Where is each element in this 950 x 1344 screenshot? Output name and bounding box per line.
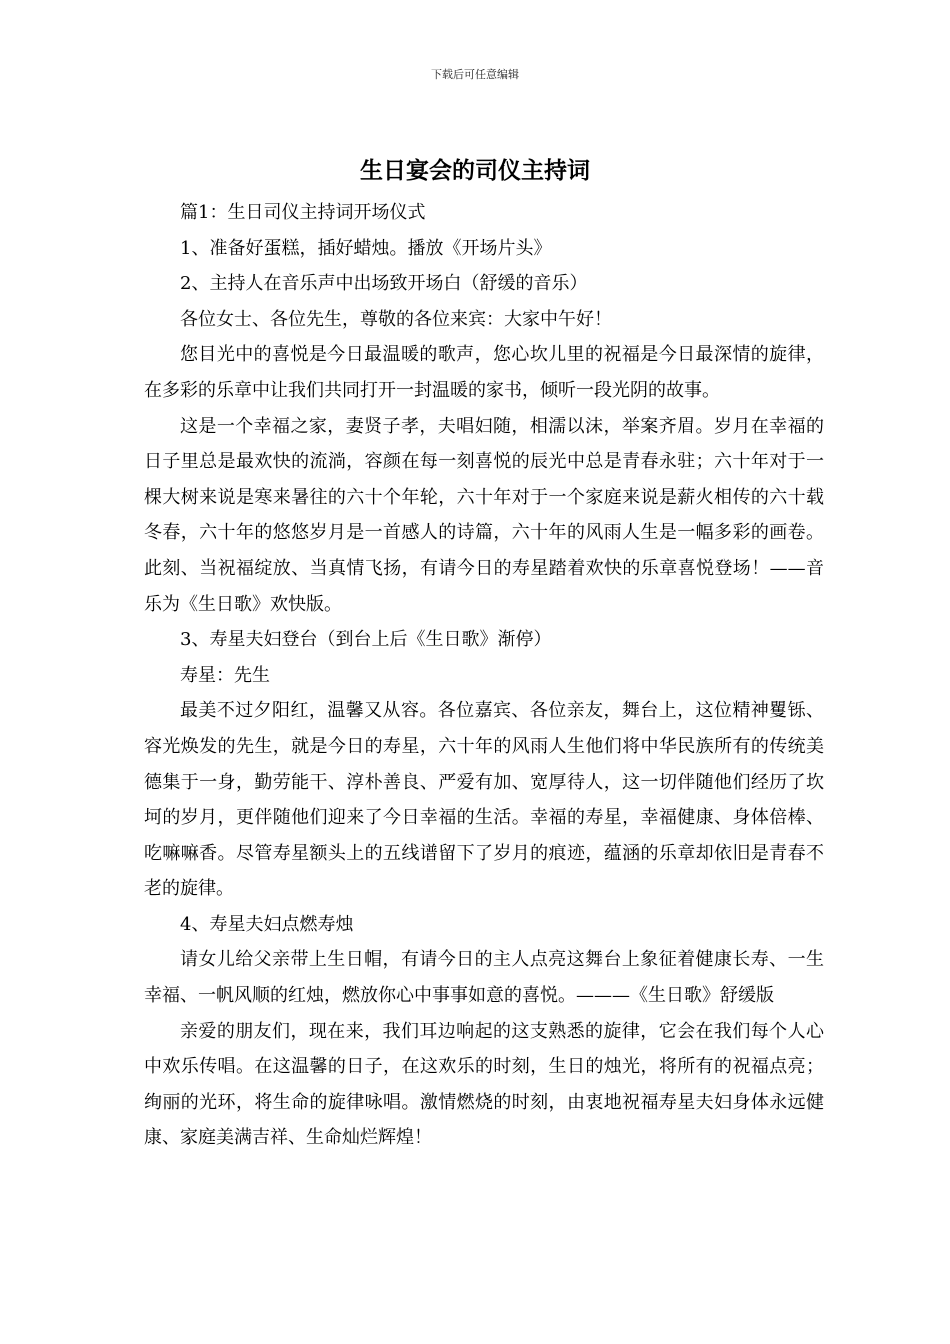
paragraph-family: 这是一个幸福之家，妻贤子孝，夫唱妇随，相濡以沫，举案齐眉。岁月在幸福的日子里总是最欢快的流淌，容颜在每一刻喜悦的辰光中总是青春永驻；六十年对于一棵大树来说是寒来暑往的六十个年轮，六十年对于一个家庭来说是薪火相传的六十载冬春，六十年的悠悠岁月是一首感人的诗篇，六十年的风雨人生是一幅多彩的画卷。此刻、当祝福绽放、当真情飞扬，有请今日的寿星踏着欢快的乐章喜悦登场！——音乐为《生日歌》欢快版。 [144, 415, 824, 615]
paragraph-tribute: 最美不过夕阳红，温馨又从容。各位嘉宾、各位亲友，舞台上，这位精神矍铄、容光焕发的先生，就是今日的寿星，六十年的风雨人生他们将中华民族所有的传统美德集于一身，勤劳能干、淳朴善良、严爱有加、宽厚待人，这一切伴随他们经历了坎坷的岁月，更伴随他们迎来了今日幸福的生活。幸福的寿星，幸福健康、身体倍棒、吃嘛嘛香。尽管寿星额头上的五线谱留下了岁月的痕迹，蕴涵的乐章却依旧是青春不老的旋律。 [144, 700, 824, 900]
paragraph-opening: 您目光中的喜悦是今日最温暖的歌声，您心坎儿里的祝福是今日最深情的旋律，在多彩的乐章中让我们共同打开一封温暖的家书，倾听一段光阴的故事。 [144, 344, 824, 401]
document-title: 生日宴会的司仪主持词 [360, 157, 590, 184]
document-body [144, 195, 824, 1156]
paragraph-closing: 亲爱的朋友们，现在来，我们耳边响起的这支熟悉的旋律，它会在我们每个人心中欢乐传唱。在这温馨的日子，在这欢乐的时刻，生日的烛光，将所有的祝福点亮；绚丽的光环，将生命的旋律咏唱。激情燃烧的时刻，由衷地祝福寿星夫妇身体永远健康、家庭美满吉祥、生命灿烂辉煌！ [144, 1020, 824, 1149]
paragraph-greeting: 各位女士、各位先生，尊敬的各位来宾：大家中午好！ [180, 308, 612, 330]
paragraph-step-3: 3、寿星夫妇登台（到台上后《生日歌》渐停） [180, 629, 552, 651]
paragraph-step-2: 2、主持人在音乐声中出场致开场白（舒缓的音乐） [180, 273, 588, 295]
paragraph-candles: 请女儿给父亲带上生日帽，有请今日的主人点亮这舞台上象征着健康长寿、一生幸福、一帆风顺的红烛，燃放你心中事事如意的喜悦。———《生日歌》舒缓版 [144, 949, 824, 1007]
paragraph-step-4: 4、寿星夫妇点燃寿烛 [180, 913, 354, 935]
header-note: 下载后可任意编辑 [431, 68, 519, 81]
paragraph-section-heading: 篇1：生日司仪主持词开场仪式 [180, 202, 426, 223]
paragraph-honoree: 寿星：先生 [180, 664, 270, 686]
paragraph-step-1: 1、准备好蛋糕，插好蜡烛。播放《开场片头》 [180, 237, 552, 259]
